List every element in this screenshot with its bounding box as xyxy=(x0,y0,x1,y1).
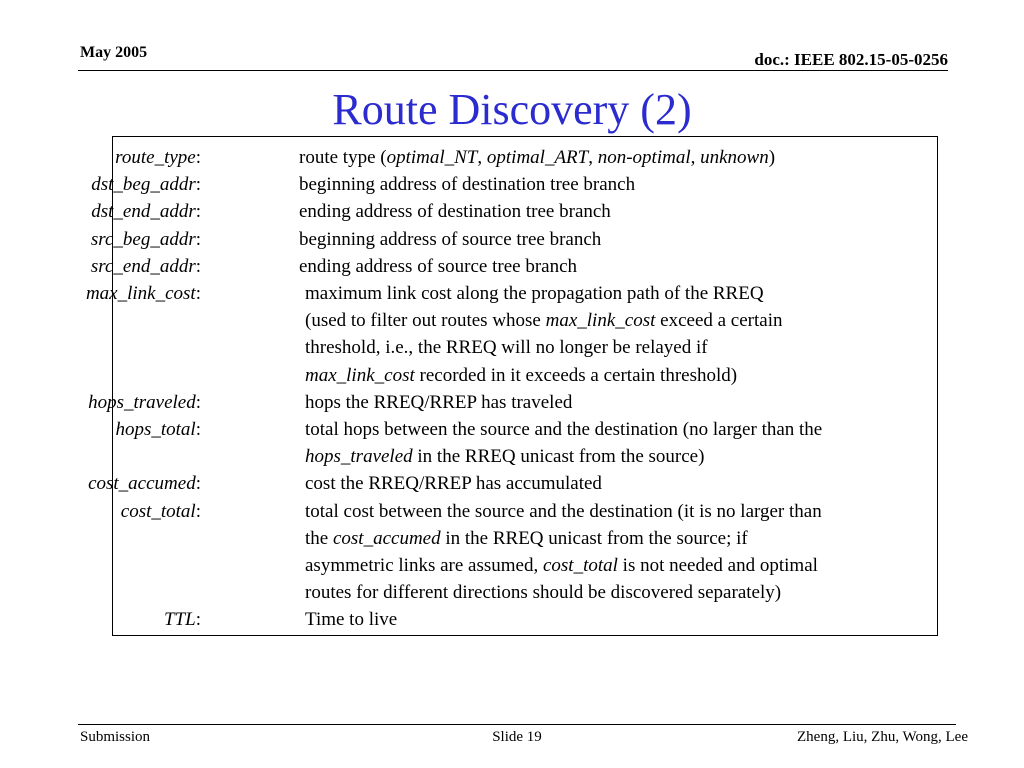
field-description-line xyxy=(305,443,704,470)
field-key-label: hops_traveled xyxy=(88,391,196,413)
field-key-label: hops_total xyxy=(115,419,196,440)
field-text: route type ( xyxy=(299,147,387,168)
field-text: total cost between the source and the destination (it is no larger than xyxy=(305,500,822,522)
field-term-italic: optimal_ART xyxy=(486,147,589,168)
field-key xyxy=(91,226,201,253)
field-text: cost the RREQ/RREP has accumulated xyxy=(305,473,602,495)
field-key-label: src_end_addr xyxy=(90,255,196,277)
field-description-line xyxy=(305,552,818,579)
field-key-colon: : xyxy=(195,391,201,413)
field-key xyxy=(91,198,201,225)
footer-submission: Submission xyxy=(80,729,151,745)
field-description-line xyxy=(299,253,577,280)
field-text: , xyxy=(690,147,701,168)
field-key-label: max_link_cost xyxy=(85,283,196,304)
field-key xyxy=(115,416,201,443)
field-text: hops the RREQ/RREP has traveled xyxy=(305,391,573,413)
field-description-line xyxy=(305,362,737,389)
field-text: ) xyxy=(768,147,776,168)
field-text: Time to live xyxy=(305,609,398,631)
field-text: ending address of destination tree branch xyxy=(299,201,611,223)
field-key-label: dst_beg_addr xyxy=(91,174,196,196)
field-description-line xyxy=(299,171,635,198)
field-term-italic: non-optimal xyxy=(597,147,691,168)
field-term-italic: cost_total xyxy=(542,555,618,576)
field-key-label: cost_total xyxy=(120,500,196,522)
field-key-colon: : xyxy=(195,283,201,304)
header-doc-id: doc.: IEEE 802.15-05-0256 xyxy=(754,50,948,69)
field-key xyxy=(91,253,201,280)
field-term-italic: max_link_cost xyxy=(545,310,656,332)
field-text: total hops between the source and the destination (no larger than the xyxy=(305,419,823,440)
field-key xyxy=(164,606,201,633)
field-key xyxy=(88,470,201,497)
field-key-colon: : xyxy=(195,473,201,495)
field-key xyxy=(88,389,201,416)
footer-authors: Zheng, Liu, Zhu, Wong, Lee xyxy=(797,729,968,745)
field-key-colon: : xyxy=(195,147,201,168)
field-key xyxy=(91,171,201,198)
field-key-colon: : xyxy=(195,609,201,631)
field-text: maximum link cost along the propagation path of the RREQ xyxy=(305,283,764,304)
slide-title: Route Discovery (2) xyxy=(332,85,692,134)
field-text: , xyxy=(477,147,487,168)
field-text: in the RREQ unicast from the source) xyxy=(412,446,705,468)
field-key-label: dst_end_addr xyxy=(91,201,196,223)
field-description-line xyxy=(305,416,822,443)
field-description-line xyxy=(305,606,397,633)
field-key-colon: : xyxy=(195,201,201,223)
field-description-line xyxy=(305,280,764,307)
field-text: routes for different directions should be discovered separately) xyxy=(305,582,782,604)
field-term-italic: optimal_NT xyxy=(386,147,478,168)
header-rule xyxy=(78,70,948,71)
field-key xyxy=(121,498,201,525)
field-term-italic: unknown xyxy=(700,147,769,168)
field-key xyxy=(86,280,201,307)
field-key-label: cost_accumed xyxy=(88,473,196,495)
field-description-line xyxy=(305,498,822,525)
field-description-line xyxy=(305,334,708,361)
footer-rule xyxy=(78,724,956,725)
field-description-line xyxy=(305,307,783,334)
field-description-line xyxy=(305,389,572,416)
field-text: beginning address of source tree branch xyxy=(299,228,602,250)
field-key-colon: : xyxy=(195,255,201,277)
field-description-line xyxy=(305,470,602,497)
field-term-italic: cost_accumed xyxy=(332,527,441,549)
definitions-box xyxy=(85,136,938,636)
field-description-line xyxy=(299,144,775,171)
field-key-label: src_beg_addr xyxy=(90,228,196,250)
field-text: in the RREQ unicast from the source; if xyxy=(440,527,748,549)
header-date: May 2005 xyxy=(80,44,148,61)
field-text: (used to filter out routes whose xyxy=(305,310,546,332)
field-key-colon: : xyxy=(195,500,201,522)
field-text: beginning address of destination tree branch xyxy=(299,174,636,196)
field-term-italic: max_link_cost xyxy=(305,364,415,386)
footer-slide-number: Slide 19 xyxy=(492,729,542,745)
field-text: is not needed and optimal xyxy=(617,555,818,576)
field-key xyxy=(115,144,201,171)
field-description-line xyxy=(299,226,601,253)
field-key-colon: : xyxy=(195,174,201,196)
field-text: recorded in it exceeds a certain threshold) xyxy=(414,364,738,386)
field-text: exceed a certain xyxy=(655,310,783,332)
field-description-line xyxy=(299,198,611,225)
field-text: ending address of source tree branch xyxy=(299,255,578,277)
field-description-line xyxy=(305,525,748,552)
field-key-colon: : xyxy=(195,419,201,440)
field-key-colon: : xyxy=(195,228,201,250)
field-text: asymmetric links are assumed, xyxy=(305,555,543,576)
field-term-italic: hops_traveled xyxy=(305,446,413,468)
field-text: , xyxy=(588,147,598,168)
field-key-label: TTL xyxy=(164,609,196,631)
field-description-line xyxy=(305,579,781,606)
field-text: threshold, i.e., the RREQ will no longer be relayed if xyxy=(305,337,708,359)
field-key-label: route_type xyxy=(115,147,196,168)
field-text: the xyxy=(305,527,333,549)
